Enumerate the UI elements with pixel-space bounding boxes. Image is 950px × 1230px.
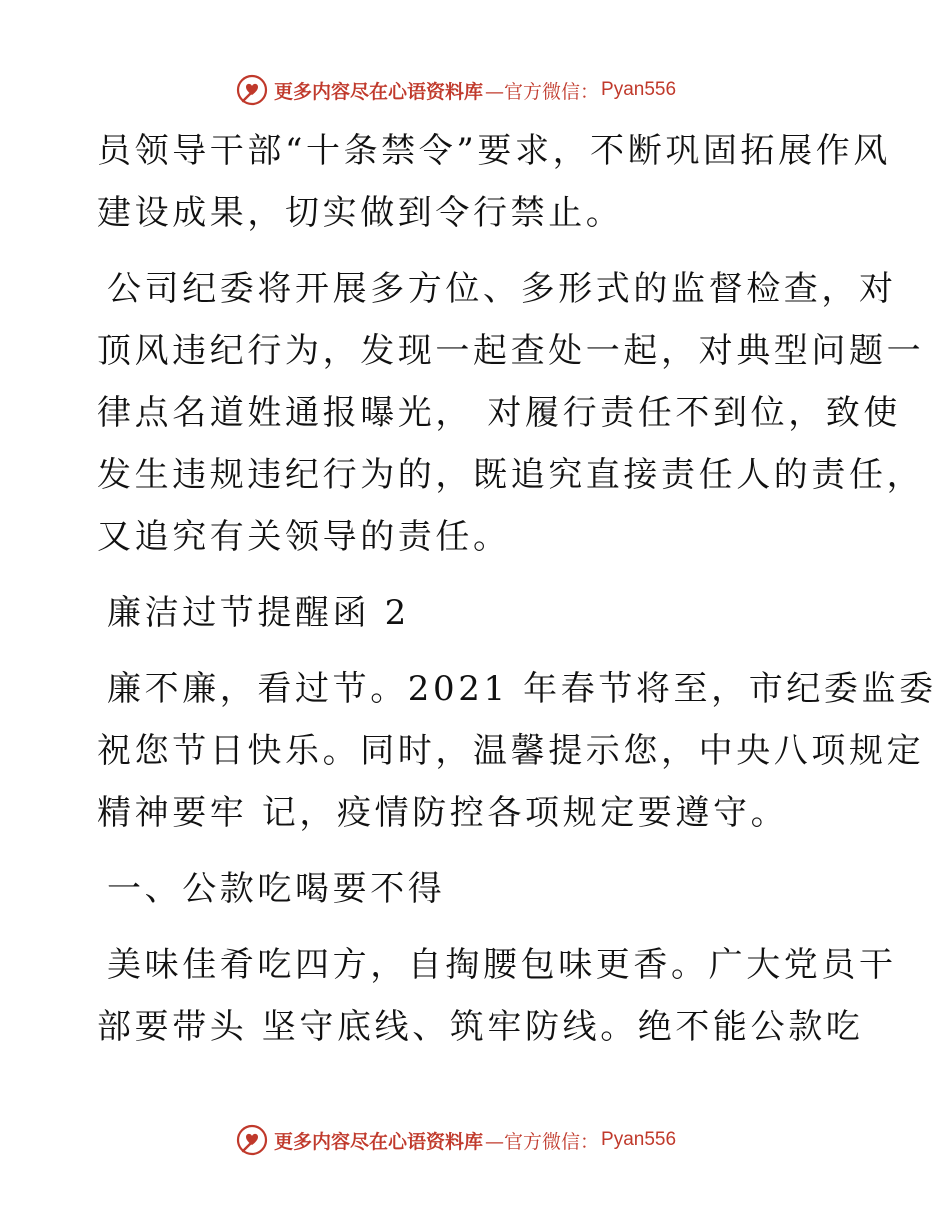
watermark-footer: [236, 1123, 676, 1157]
watermark-header: [236, 73, 676, 107]
text-line: 公司纪委将开展多方位、多形式的监督检查，对: [107, 269, 897, 309]
paragraph-supervision: [97, 258, 925, 568]
text-line: 廉不廉，看过节。2021 年春节将至，市纪委监委: [107, 669, 937, 709]
text-line: 顶风违纪行为，发现一起查处一起，对典型问题一: [97, 331, 925, 371]
text-line: 部要带头 坚守底线、筑牢防线。绝不能公款吃: [97, 1007, 864, 1047]
watermark-text: 更多内容尽在心语资料库: [274, 1130, 484, 1153]
section-heading-public-funds: [97, 858, 857, 920]
text-line: 廉洁过节提醒函 2: [107, 593, 410, 633]
document-body: [97, 120, 937, 1058]
text-line: 又追究有关领导的责任。: [97, 517, 511, 557]
text-line: 一、公款吃喝要不得: [107, 869, 446, 909]
text-line: 精神要牢 记，疫情防控各项规定要遵守。: [97, 793, 789, 833]
text-line: 律点名道姓通报曝光， 对履行责任不到位，致使: [97, 393, 902, 433]
watermark-suffix: —官方微信：: [485, 80, 600, 103]
section-heading-reminder-letter: [97, 582, 857, 644]
watermark-wechat-id: Pyan556: [601, 1129, 677, 1150]
heart-pen-logo-icon: [236, 1124, 268, 1156]
watermark-wechat-id: Pyan556: [601, 79, 677, 100]
paragraph-public-funds: [97, 934, 897, 1058]
text-line: 美味佳肴吃四方，自掏腰包味更香。广大党员干: [107, 945, 897, 985]
watermark-text: 更多内容尽在心语资料库: [274, 80, 484, 103]
paragraph-discipline-ending: [97, 120, 891, 244]
heart-pen-logo-icon: [236, 74, 268, 106]
watermark-suffix: —官方微信：: [485, 1130, 600, 1153]
paragraph-spring-festival: [97, 658, 937, 844]
text-line: 发生违规违纪行为的，既追究直接责任人的责任，: [97, 455, 925, 495]
text-line: 建设成果，切实做到令行禁止。: [97, 193, 624, 233]
text-line: 祝您节日快乐。同时，温馨提示您，中央八项规定: [97, 731, 925, 771]
text-line: 员领导干部“十条禁令”要求，不断巩固拓展作风: [97, 131, 891, 171]
